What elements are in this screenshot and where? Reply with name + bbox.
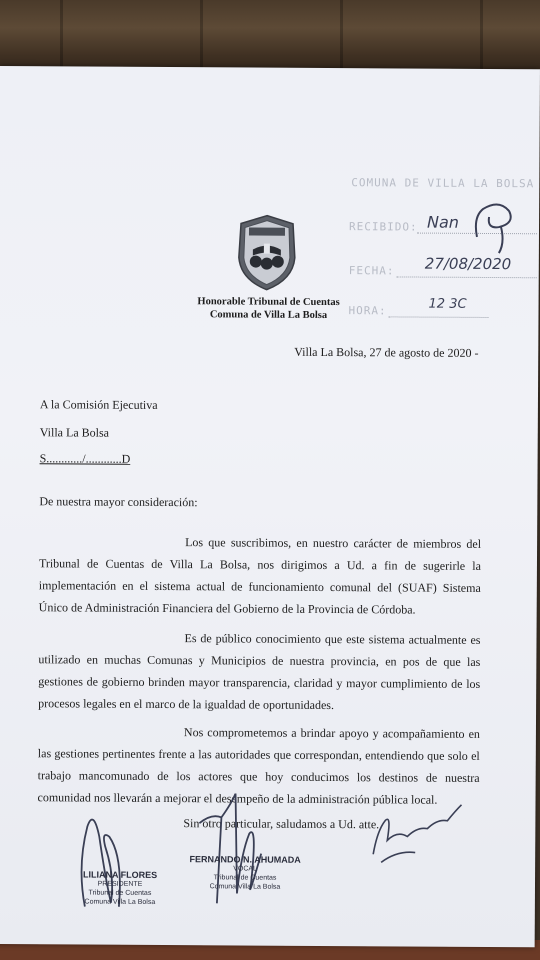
signature-2-org1: Tribunal de Cuentas — [213, 874, 277, 882]
letter-page — [0, 66, 540, 947]
body-paragraph-1: Los que suscribimos, en nuestro carácter de miembros del Tribunal de Cuentas de Villa La Bolsa, nos dirigimos a Ud. a fin de sugerirle la implementación en el sistema actual de funcionamiento comunal del (SUAF) Sistema Único de Administración Financiera del Gobierno de la Provincia de Córdoba. — [38, 535, 482, 617]
signature-3-scribble — [367, 800, 467, 871]
stamp-title: COMUNA DE VILLA LA BOLSA — [351, 176, 535, 191]
organization-header — [194, 295, 342, 322]
stamp-initials-mark — [469, 197, 519, 257]
signature-1-org2: Comuna Villa La Bolsa — [84, 898, 156, 906]
signature-1-org1: Tribunal de Cuentas — [88, 889, 152, 897]
body-paragraph-3: Nos comprometemos a brindar apoyo y acompañamiento en las gestiones pertinentes frente a las autoridades que correspondan, entendiendo que solo el trabajo mancomunado de los actores que hoy conducimos los destinos de nuestra comunidad nos llevarán a mejorar el desempeño de la administración pública local. — [37, 725, 480, 807]
recipient-line-3: S............/............D — [39, 451, 131, 466]
stamp-received-label: RECIBIDO: — [348, 220, 418, 234]
closing-line: Sin otro particular, saludamos a Ud. atte. — [183, 816, 380, 832]
signature-2-stamp — [185, 855, 305, 892]
recipient-line-1: A la Comisión Ejecutiva — [39, 397, 158, 412]
receipt-stamp — [340, 168, 540, 347]
place-and-date: Villa La Bolsa, 27 de agosto de 2020 - — [294, 344, 479, 360]
signature-2-name: FERNANDO N. AHUMADA — [189, 854, 301, 865]
body-paragraph-2: Es de público conocimiento que este sistema actualmente es utilizado en muchas Comunas y Municipios de nuestra provincia, en pos de que las gestiones de gobierno brinden mayor transparencia, claridad y mayor cumplimiento de los procesos legales en el marco de la igualdad de oportunidades. — [38, 631, 481, 713]
stamp-received-value: Nan — [426, 212, 460, 232]
tribunal-seal-icon — [235, 213, 299, 291]
signature-1-role: PRESIDENTE — [97, 880, 143, 888]
org-line-2: Comuna de Villa La Bolsa — [209, 309, 328, 322]
stamp-date-value: 27/08/2020 — [424, 254, 512, 274]
signature-2-role: VOCAL — [233, 865, 257, 873]
signature-1-name: LILIANA FLORES — [82, 869, 158, 880]
stamp-time-label: HORA: — [348, 304, 387, 318]
stamp-date-label: FECHA: — [348, 264, 395, 278]
signature-1-stamp — [65, 870, 175, 907]
recipient-line-2: Villa La Bolsa — [39, 425, 110, 440]
org-line-1: Honorable Tribunal de Cuentas — [197, 296, 340, 309]
signature-2-org2: Comuna Villa La Bolsa — [209, 883, 281, 891]
stamp-time-value: 12 3C — [428, 296, 467, 312]
salutation: De nuestra mayor consideración: — [39, 494, 198, 510]
